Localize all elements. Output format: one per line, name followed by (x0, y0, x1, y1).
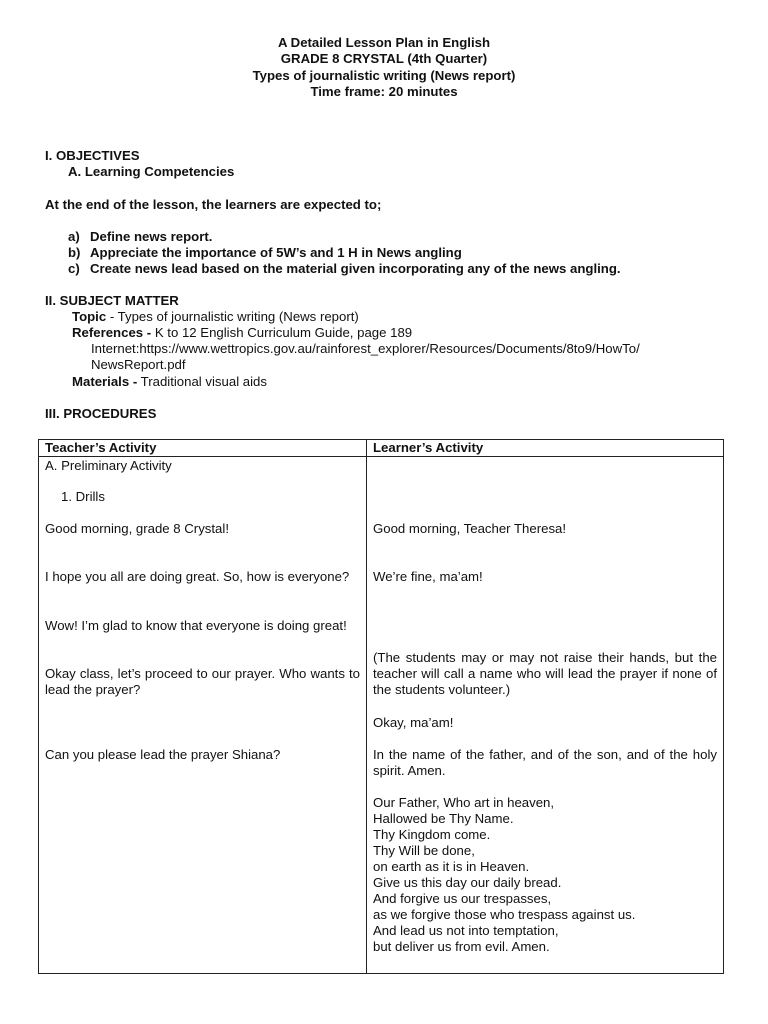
subject-matter-heading: II. SUBJECT MATTER (45, 293, 179, 308)
teacher-prayer-prompt: Okay class, let’s proceed to our prayer. Who wants to lead the prayer? (45, 666, 360, 697)
objectives-intro: At the end of the lesson, the learners are expected to; (45, 197, 382, 212)
procedures-heading: III. PROCEDURES (45, 406, 157, 421)
drills-item: 1. Drills (61, 489, 105, 504)
learner-okay: Okay, ma’am! (373, 715, 454, 730)
learner-fine: We’re fine, ma’am! (373, 569, 483, 584)
prayer-line: Hallowed be Thy Name. (373, 811, 514, 826)
prayer-line: Thy Will be done, (373, 843, 475, 858)
objectives-list (68, 229, 621, 278)
teacher-ask-shiana: Can you please lead the prayer Shiana? (45, 747, 281, 762)
document-title: A Detailed Lesson Plan in English (277, 35, 491, 50)
subject-references: References - K to 12 English Curriculum Guide, page 189 (72, 325, 413, 340)
learning-competencies-heading: A. Learning Competencies (68, 164, 235, 179)
prayer-line: And forgive us our trespasses, (373, 891, 552, 906)
grade-line: GRADE 8 CRYSTAL (4th Quarter) (280, 51, 488, 67)
prayer-line: Give us this day our daily bread. (373, 875, 562, 890)
prayer-line: on earth as it is in Heaven. (373, 859, 530, 874)
subject-materials: Materials - Traditional visual aids (72, 374, 267, 389)
objective-item: b) Appreciate the importance of 5W’s and 1 H in News angling (68, 245, 462, 261)
learner-volunteer-note: (The students may or may not raise their hands, but the teacher will call a name who will lead the prayer if none of the students volunteer.) (373, 650, 717, 697)
prayer-line: but deliver us from evil. Amen. (373, 939, 550, 954)
objective-item: c) Create news lead based on the material given incorporating any of the news angling. (68, 261, 621, 277)
prayer-line: as we forgive those who trespass against us. (373, 907, 636, 922)
teacher-greeting: Good morning, grade 8 Crystal! (45, 521, 229, 536)
subject-topic: Topic - Types of journalistic writing (News report) (72, 309, 359, 324)
time-frame-line: Time frame: 20 minutes (310, 83, 458, 99)
objective-item: a) Define news report. (68, 229, 213, 244)
learner-activity-header: Learner’s Activity (367, 440, 724, 457)
teacher-glad: Wow! I’m glad to know that everyone is doing great! (45, 618, 347, 633)
teacher-activity-header: Teacher’s Activity (39, 440, 367, 457)
subject-internet-link-cont: NewsReport.pdf (91, 357, 186, 372)
prayer-line: And lead us not into temptation, (373, 923, 559, 938)
topic-line: Types of journalistic writing (News report) (252, 67, 516, 83)
procedures-table (38, 439, 724, 974)
preliminary-activity: A. Preliminary Activity (45, 458, 172, 473)
subject-internet-link: Internet:https://www.wettropics.gov.au/rainforest_explorer/Resources/Documents/8to9/HowTo/ (91, 341, 640, 356)
teacher-how-is-everyone: I hope you all are doing great. So, how is everyone? (45, 569, 350, 584)
teacher-activity-cell (39, 457, 367, 974)
document-header (0, 35, 768, 100)
prayer-line: Our Father, Who art in heaven, (373, 795, 555, 810)
learner-activity-cell (367, 457, 724, 974)
learner-greeting: Good morning, Teacher Theresa! (373, 521, 567, 536)
learner-sign-of-cross: In the name of the father, and of the son, and of the holy spirit. Amen. (373, 747, 717, 778)
lords-prayer (373, 795, 717, 955)
prayer-line: Thy Kingdom come. (373, 827, 491, 842)
objectives-heading: I. OBJECTIVES (45, 148, 140, 163)
